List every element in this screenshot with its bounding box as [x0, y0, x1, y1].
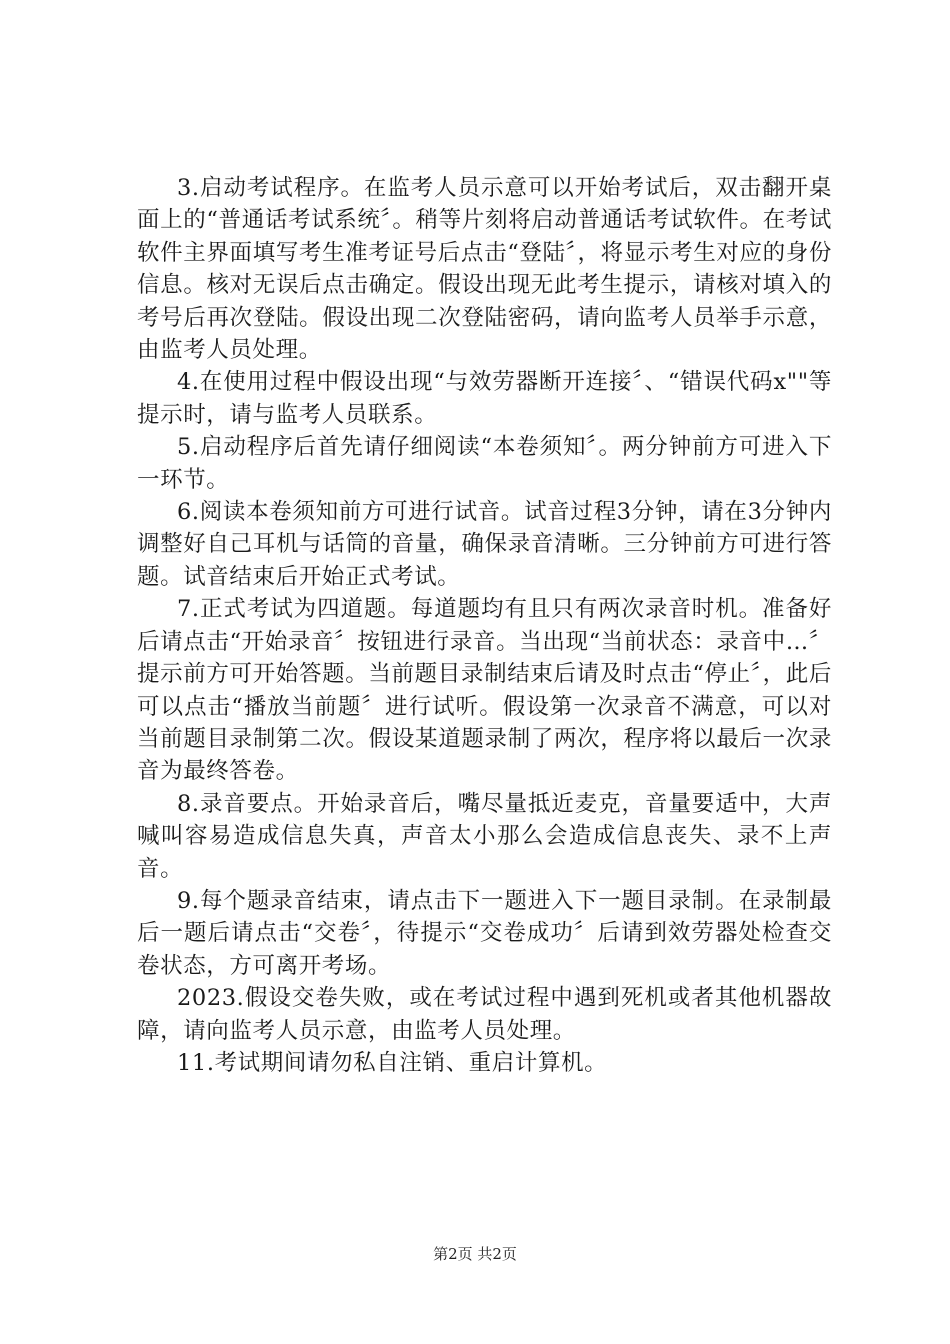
paragraph-step-10: 2023.假设交卷失败，或在考试过程中遇到死机或者其他机器故障，请向监考人员示意，由监考人员处理。 — [137, 985, 832, 1044]
paragraph-step-7: 7.正式考试为四道题。每道题均有且只有两次录音时机。准备好后请点击“开始录音〞按钮进行录音。当出现“当前状态：录音中…〞提示前方可开始答题。当前题目录制结束后请及时点击“停止〞，此后可以点击“播放当前题〞进行试听。假设第一次录音不满意，可以对当前题目录制第二次。假设某道题录制了两次，程序将以最后一次录音为最终答卷。 — [137, 596, 832, 785]
paragraph-step-6: 6.阅读本卷须知前方可进行试音。试音过程3分钟，请在3分钟内调整好自己耳机与话筒的音量，确保录音清晰。三分钟前方可进行答题。试音结束后开始正式考试。 — [137, 499, 832, 590]
page-number: 第2页 共2页 — [433, 1245, 517, 1263]
document-body — [137, 172, 832, 1079]
paragraph-step-3: 3.启动考试程序。在监考人员示意可以开始考试后，双击翻开桌面上的“普通话考试系统〞。稍等片刻将启动普通话考试软件。在考试软件主界面填写考生准考证号后点击“登陆〞，将显示考生对应的身份信息。核对无误后点击确定。假设出现无此考生提示，请核对填入的考号后再次登陆。假设出现二次登陆密码，请向监考人员举手示意，由监考人员处理。 — [137, 175, 832, 364]
paragraph-step-5: 5.启动程序后首先请仔细阅读“本卷须知〞。两分钟前方可进入下一环节。 — [137, 434, 832, 493]
paragraph-step-8: 8.录音要点。开始录音后，嘴尽量抵近麦克，音量要适中，大声喊叫容易造成信息失真，声音太小那么会造成信息丧失、录不上声音。 — [137, 790, 832, 882]
page-footer — [0, 1243, 950, 1264]
paragraph-step-4: 4.在使用过程中假设出现“与效劳器断开连接〞、“错误代码x""等提示时，请与监考人员联系。 — [137, 369, 832, 428]
paragraph-step-9: 9.每个题录音结束，请点击下一题进入下一题目录制。在录制最后一题后请点击“交卷〞，待提示“交卷成功〞后请到效劳器处检查交卷状态，方可离开考场。 — [137, 887, 832, 979]
paragraph-step-11: 11.考试期间请勿私自注销、重启计算机。 — [177, 1049, 608, 1076]
